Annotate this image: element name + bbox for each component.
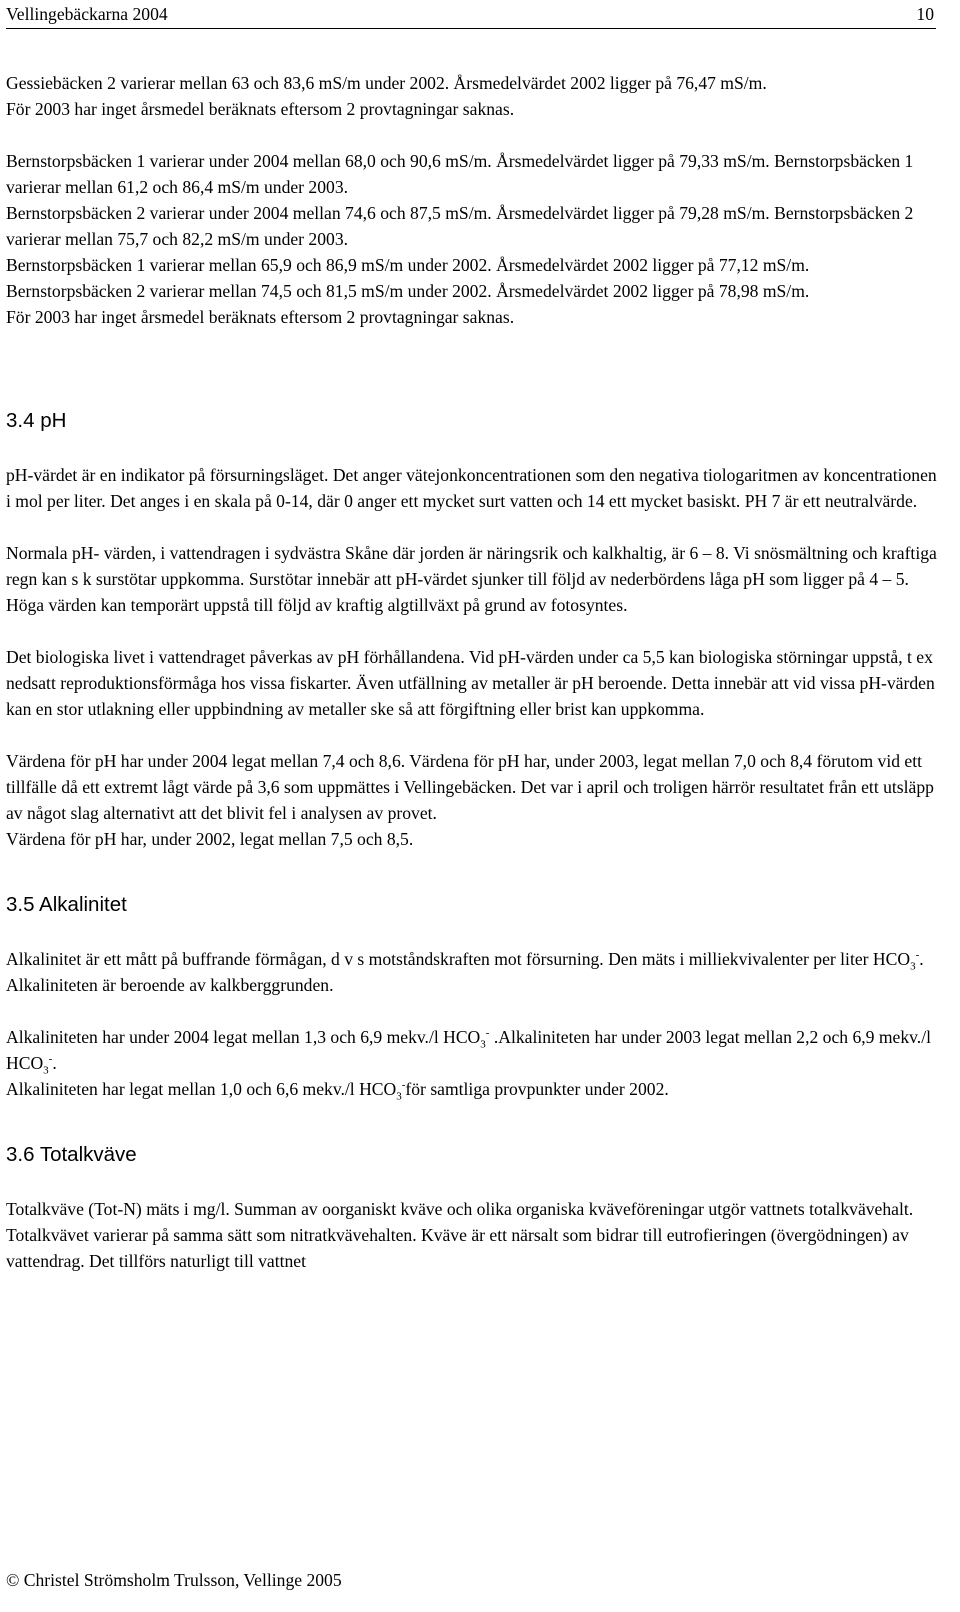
paragraph-bernstorp-2003: För 2003 har inget årsmedel beräknats eftersom 2 provtagningar saknas. <box>6 307 515 327</box>
paragraph-ph-5: Värdena för pH har, under 2002, legat mellan 7,5 och 8,5. <box>6 829 414 849</box>
page-footer: © Christel Strömsholm Trulsson, Vellinge 2005 <box>6 1570 342 1590</box>
section-heading-totalkvave: 3.6 Totalkväve <box>6 1143 137 1166</box>
paragraph-alk-2: Alkaliniteten har under 2004 legat mellan 1,3 och 6,9 mekv./l $HCO_3^-$ .Alkaliniteten har under 2003 legat mellan 2,2 och 6,9 mekv./l $HCO_3^-$. <box>6 1027 931 1077</box>
section-heading-ph: 3.4 pH <box>6 409 67 432</box>
paragraph-gessie: Gessiebäcken 2 varierar mellan 63 och 83,6 mS/m under 2002. Årsmedelvärdet 2002 ligger på 76,47 mS/m. <box>6 73 767 93</box>
paragraph-totn-1: Totalkväve (Tot-N) mäts i mg/l. Summan av oorganiskt kväve och olika organiska kväveföreningar utgör vattnets totalkvävehalt. Totalkvävet varierar på samma sätt som nitratkvävehalten. Kväve är ett närsalt som bidrar till eutrofieringen (övergödningen) av vattendrag. Det tillförs naturligt till vattnet <box>6 1199 914 1271</box>
paragraph-gessie-2003: För 2003 har inget årsmedel beräknats eftersom 2 provtagningar saknas. <box>6 99 515 119</box>
paragraph-bernstorp2-2002: Bernstorpsbäcken 2 varierar mellan 74,5 och 81,5 mS/m under 2002. Årsmedelvärdet 2002 ligger på 78,98 mS/m. <box>6 281 810 301</box>
page-number: 10 <box>916 4 934 24</box>
paragraph-bernstorp2-2004: Bernstorpsbäcken 2 varierar under 2004 mellan 74,6 och 87,5 mS/m. Årsmedelvärdet ligger på 79,28 mS/m. Bernstorpsbäcken 2 varierar mellan 75,7 och 82,2 mS/m under 2003. <box>6 203 914 249</box>
paragraph-ph-2: Normala pH- värden, i vattendragen i sydvästra Skåne där jorden är näringsrik och kalkhaltig, är 6 – 8. Vi snösmältning och kraftiga regn kan s k surstötar uppkomma. Surstötar innebär att pH-värdet sjunker till följd av nederbördens låga pH som ligger på 4 – 5. Höga värden kan temporärt uppstå till följd av kraftig algtillväxt på grund av fotosyntes. <box>6 543 937 615</box>
page-header <box>6 4 936 29</box>
paragraph-alk-3: Alkaliniteten har legat mellan 1,0 och 6,6 mekv./l $HCO_3^-för$ samtliga provpunkter under 2002. <box>6 1079 669 1103</box>
document-title: Vellingebäckarna 2004 <box>6 4 168 24</box>
paragraph-ph-3: Det biologiska livet i vattendraget påverkas av pH förhållandena. Vid pH-värden under ca 5,5 kan biologiska störningar uppstå, t ex nedsatt reproduktionsförmåga hos vissa fiskarter. Även utfällning av metaller är pH beroende. Detta innebär att vid vissa pH-värden kan en stor utlakning eller uppbindning av metaller ske så att förgiftning eller brist kan uppkomma. <box>6 647 935 719</box>
paragraph-ph-1: pH-värdet är en indikator på försurningsläget. Det anger vätejonkoncentrationen som den negativa tiologaritmen av koncentrationen i mol per liter. Det anges i en skala på 0-14, där 0 anger ett mycket surt vatten och 14 ett mycket basiskt. PH 7 är ett neutralvärde. <box>6 465 937 511</box>
section-heading-alkalinitet: 3.5 Alkalinitet <box>6 893 127 916</box>
paragraph-alk-1: Alkalinitet är ett mått på buffrande förmågan, d v s motståndskraften mot försurning. Den mäts i milliekvivalenter per liter $HCO_3^-$. Alkaliniteten är beroende av kalkberggrunden. <box>6 949 924 995</box>
page-content <box>6 70 938 1274</box>
paragraph-bernstorp1-2002: Bernstorpsbäcken 1 varierar mellan 65,9 och 86,9 mS/m under 2002. Årsmedelvärdet 2002 ligger på 77,12 mS/m. <box>6 255 810 275</box>
paragraph-bernstorp1-2004: Bernstorpsbäcken 1 varierar under 2004 mellan 68,0 och 90,6 mS/m. Årsmedelvärdet ligger på 79,33 mS/m. Bernstorpsbäcken 1 varierar mellan 61,2 och 86,4 mS/m under 2003. <box>6 151 914 197</box>
paragraph-ph-4: Värdena för pH har under 2004 legat mellan 7,4 och 8,6. Värdena för pH har, under 2003, legat mellan 7,0 och 8,4 förutom vid ett tillfälle då ett extremt lågt värde på 3,6 som uppmättes i Vellingebäcken. Det var i april och troligen härrör resultatet från ett utsläpp av något slag alternativt att det blivit fel i analysen av provet. <box>6 751 934 823</box>
